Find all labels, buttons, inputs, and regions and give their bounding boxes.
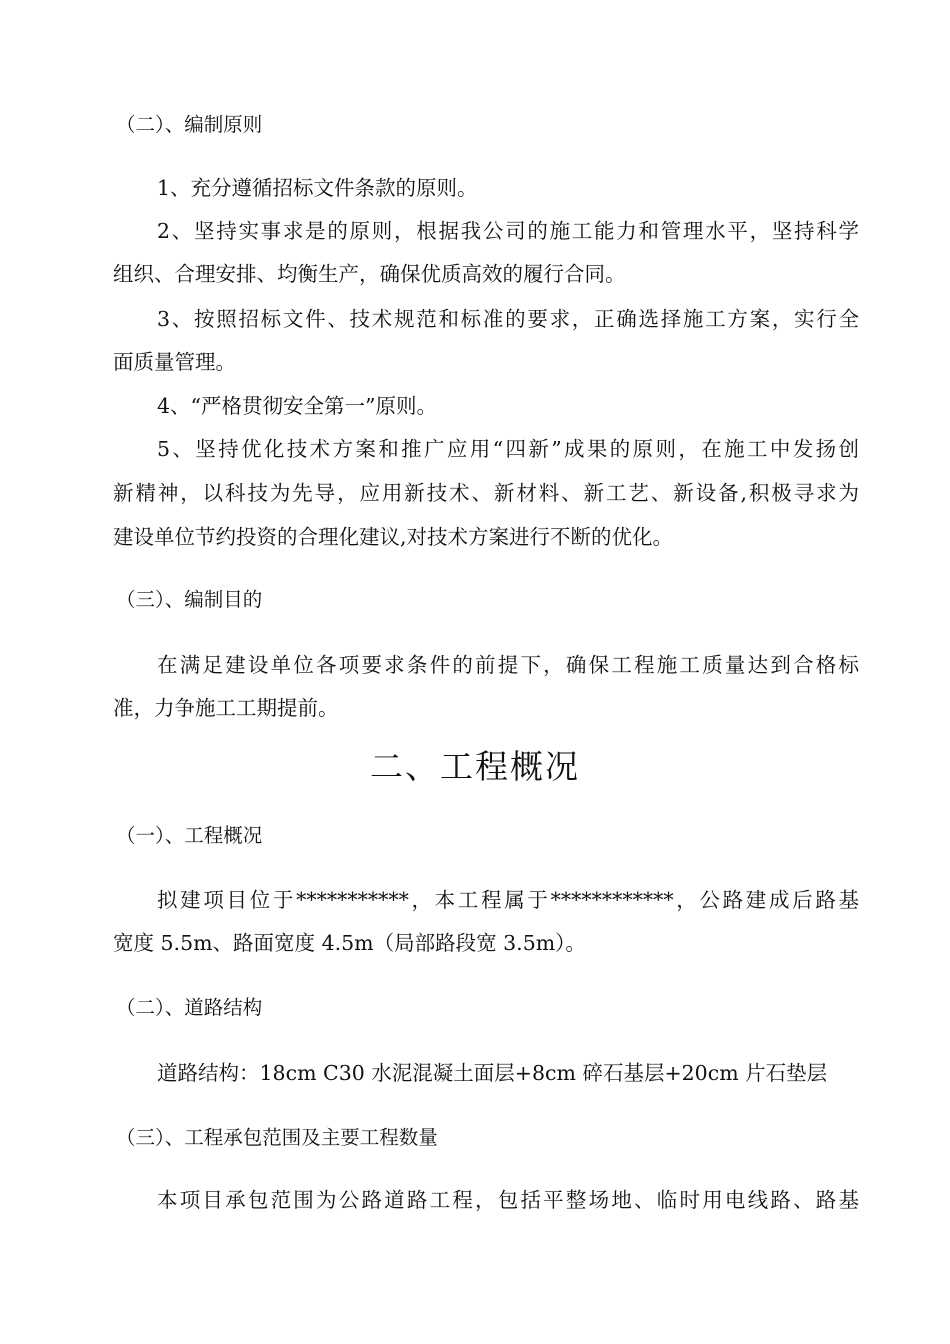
section-heading-project-overview: （一）、工程概况 [116, 824, 263, 847]
section-heading-road-structure: （二）、道路结构 [116, 996, 263, 1019]
principle-3-line-1: 3、按照招标文件、技术规范和标准的要求，正确选择施工方案，实行全 [157, 307, 859, 331]
overview-line-2: 宽度 5.5m、路面宽度 4.5m（局部路段宽 3.5m）。 [113, 931, 586, 955]
section-heading-scope: （三）、工程承包范围及主要工程数量 [116, 1126, 438, 1149]
principle-5-line-3: 建设单位节约投资的合理化建议,对技术方案进行不断的优化。 [113, 525, 674, 549]
principle-4: 4、“严格贯彻安全第一”原则。 [157, 394, 438, 418]
road-structure-text: 道路结构：18cm C30 水泥混凝土面层+8cm 碎石基层+20cm 片石垫层 [157, 1061, 828, 1085]
principle-2-line-1: 2、坚持实事求是的原则，根据我公司的施工能力和管理水平，坚持科学 [157, 219, 859, 243]
principle-3-line-2: 面质量管理。 [113, 350, 236, 374]
purpose-line-1: 在满足建设单位各项要求条件的前提下，确保工程施工质量达到合格标 [157, 653, 859, 677]
scope-line-1: 本项目承包范围为公路道路工程，包括平整场地、临时用电线路、路基 [157, 1188, 859, 1212]
purpose-line-2: 准，力争施工工期提前。 [113, 696, 339, 720]
principle-1: 1、充分遵循招标文件条款的原则。 [157, 176, 478, 200]
chapter-title: 二、工程概况 [370, 747, 580, 786]
principle-5-line-2: 新精神，以科技为先导，应用新技术、新材料、新工艺、新设备,积极寻求为 [113, 481, 859, 505]
principle-2-line-2: 组织、合理安排、均衡生产，确保优质高效的履行合同。 [113, 262, 626, 286]
principle-5-line-1: 5、坚持优化技术方案和推广应用“四新”成果的原则，在施工中发扬创 [157, 437, 859, 461]
overview-line-1: 拟建项目位于***********，本工程属于************，公路建成后路基 [157, 888, 859, 912]
section-heading-compilation-principles: （二）、编制原则 [116, 113, 263, 136]
section-heading-compilation-purpose: （三）、编制目的 [116, 588, 263, 611]
